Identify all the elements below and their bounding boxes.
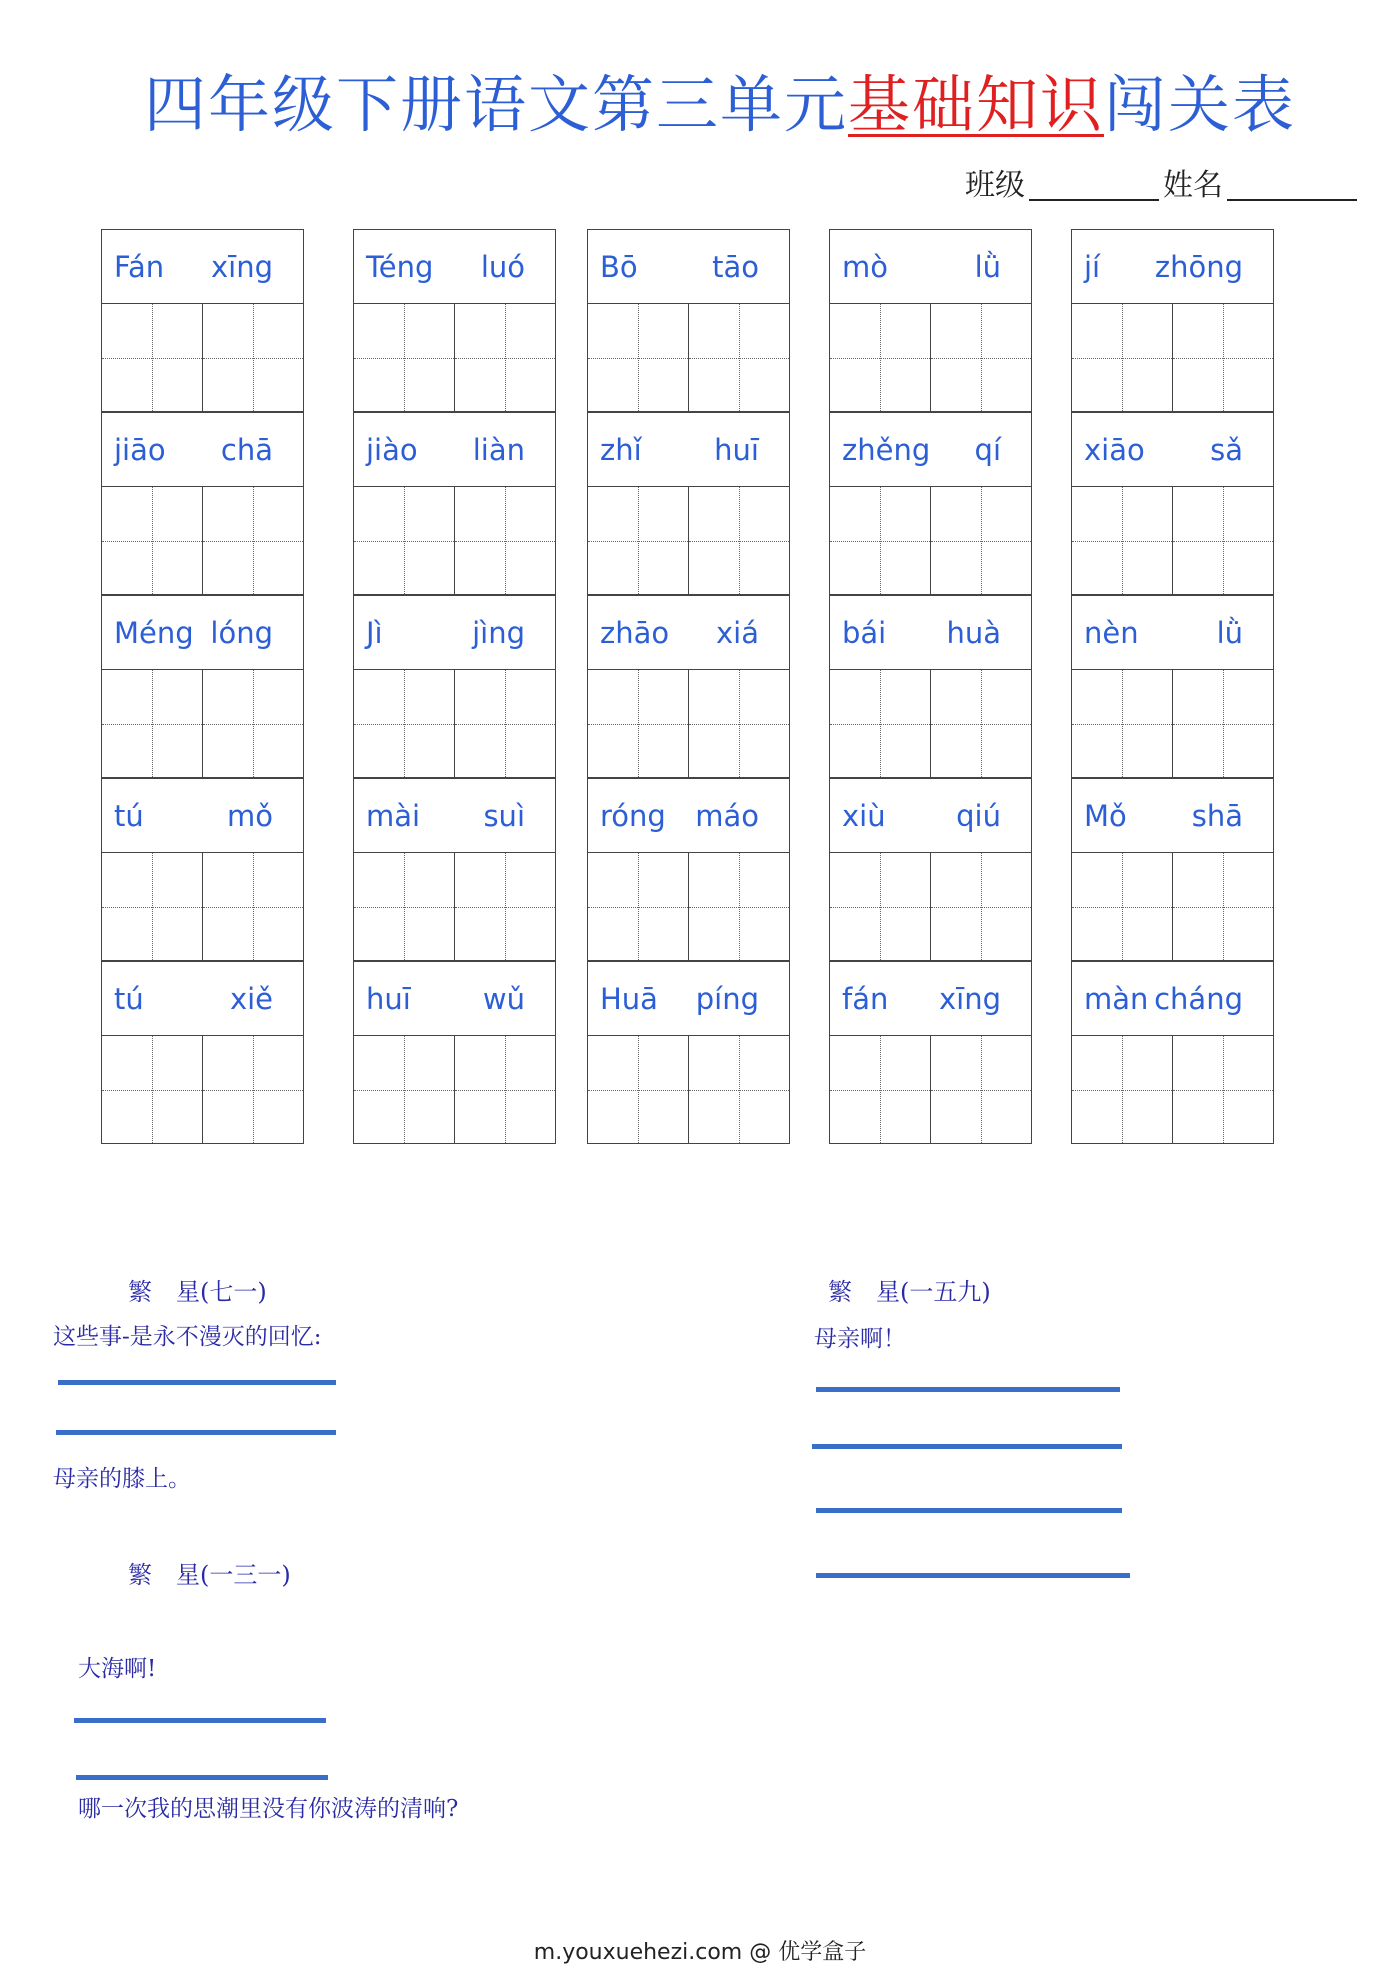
- tianzige-cell[interactable]: [588, 1036, 689, 1143]
- pinyin-syllable-2: xīng: [210, 249, 273, 284]
- word-block: [101, 595, 304, 778]
- pinyin-row: [587, 412, 790, 486]
- word-block: [829, 595, 1032, 778]
- poem1-title: 繁 星(七一): [128, 1278, 267, 1306]
- tianzige-cell[interactable]: [455, 853, 555, 960]
- word-block: [101, 229, 304, 412]
- poem1-answer-line-2[interactable]: [56, 1430, 336, 1435]
- writing-grid: [829, 303, 1032, 412]
- tianzige-cell[interactable]: [1173, 670, 1273, 777]
- word-block: [829, 961, 1032, 1144]
- writing-grid: [101, 1035, 304, 1144]
- tianzige-cell[interactable]: [1072, 670, 1173, 777]
- word-block: [587, 595, 790, 778]
- pinyin-row: [353, 595, 556, 669]
- tianzige-cell[interactable]: [203, 487, 303, 594]
- pinyin-row: [587, 595, 790, 669]
- pinyin-row: [1071, 961, 1274, 1035]
- footer-credit: m.youxuehezi.com @ 优学盒子: [533, 1940, 867, 1965]
- poem2-line2: 哪一次我的思潮里没有你波涛的清响?: [78, 1796, 459, 1822]
- tianzige-cell[interactable]: [1072, 853, 1173, 960]
- pinyin-syllable-1: jí: [1084, 249, 1101, 284]
- tianzige-cell[interactable]: [455, 487, 555, 594]
- writing-grid: [353, 303, 556, 412]
- writing-grid: [587, 303, 790, 412]
- pinyin-row: [587, 961, 790, 1035]
- writing-grid: [587, 486, 790, 595]
- pinyin-syllable-2: shā: [1191, 798, 1243, 833]
- pinyin-syllable-1: Jì: [366, 615, 383, 650]
- pinyin-row: [353, 412, 556, 486]
- pinyin-row: [1071, 229, 1274, 303]
- pinyin-syllable-2: xiá: [716, 615, 759, 650]
- pinyin-syllable-1: Mǒ: [1084, 798, 1127, 833]
- pinyin-row: [353, 778, 556, 852]
- tianzige-cell[interactable]: [203, 1036, 303, 1143]
- writing-grid: [101, 852, 304, 961]
- tianzige-cell[interactable]: [931, 304, 1031, 411]
- word-column-4: [829, 229, 1032, 1144]
- word-block: [1071, 595, 1274, 778]
- word-block: [1071, 412, 1274, 595]
- pinyin-syllable-2: tāo: [712, 249, 759, 284]
- tianzige-cell[interactable]: [588, 853, 689, 960]
- writing-grid: [1071, 669, 1274, 778]
- tianzige-cell[interactable]: [203, 670, 303, 777]
- writing-grid: [829, 669, 1032, 778]
- pinyin-syllable-2: qiú: [956, 798, 1001, 833]
- poem3-answer-line-2[interactable]: [812, 1444, 1122, 1449]
- writing-grid: [101, 303, 304, 412]
- writing-grid: [1071, 303, 1274, 412]
- pinyin-syllable-1: nèn: [1084, 615, 1139, 650]
- poem3-answer-line-4[interactable]: [816, 1573, 1130, 1578]
- tianzige-cell[interactable]: [455, 1036, 555, 1143]
- name-blank[interactable]: [1227, 199, 1357, 201]
- tianzige-cell[interactable]: [931, 853, 1031, 960]
- writing-grid: [587, 852, 790, 961]
- tianzige-cell[interactable]: [102, 670, 203, 777]
- pinyin-row: [1071, 595, 1274, 669]
- tianzige-cell[interactable]: [588, 487, 689, 594]
- word-block: [101, 778, 304, 961]
- pinyin-syllable-2: máo: [695, 798, 759, 833]
- tianzige-cell[interactable]: [931, 487, 1031, 594]
- writing-grid: [353, 852, 556, 961]
- class-label: 班级: [965, 168, 1025, 203]
- poem3-answer-line-3[interactable]: [816, 1508, 1122, 1513]
- writing-grid: [829, 1035, 1032, 1144]
- poem3-line1: 母亲啊！: [814, 1326, 906, 1352]
- pinyin-syllable-2: cháng: [1154, 981, 1243, 1016]
- pinyin-syllable-2: lǜ: [974, 249, 1001, 284]
- pinyin-syllable-1: tú: [114, 981, 144, 1016]
- writing-grid: [353, 669, 556, 778]
- tianzige-cell[interactable]: [102, 487, 203, 594]
- tianzige-cell[interactable]: [689, 853, 789, 960]
- title-part2: 闯关表: [1104, 68, 1297, 141]
- tianzige-cell[interactable]: [931, 670, 1031, 777]
- word-block: [829, 412, 1032, 595]
- writing-grid: [1071, 852, 1274, 961]
- pinyin-row: [829, 412, 1032, 486]
- poem3-answer-line-1[interactable]: [816, 1387, 1120, 1392]
- tianzige-cell[interactable]: [203, 853, 303, 960]
- pinyin-syllable-1: Huā: [600, 981, 658, 1016]
- pinyin-row: [829, 778, 1032, 852]
- word-block: [353, 229, 556, 412]
- writing-grid: [101, 486, 304, 595]
- pinyin-syllable-1: jiāo: [114, 432, 166, 467]
- pinyin-syllable-2: zhōng: [1154, 249, 1243, 284]
- tianzige-cell[interactable]: [1173, 487, 1273, 594]
- tianzige-cell[interactable]: [102, 1036, 203, 1143]
- tianzige-cell[interactable]: [102, 304, 203, 411]
- tianzige-cell[interactable]: [830, 304, 931, 411]
- tianzige-cell[interactable]: [354, 1036, 455, 1143]
- writing-grid: [587, 1035, 790, 1144]
- pinyin-syllable-1: mài: [366, 798, 421, 833]
- title-part1: 四年级下册语文第三单元: [143, 68, 848, 141]
- pinyin-syllable-1: màn: [1084, 981, 1149, 1016]
- tianzige-cell[interactable]: [354, 853, 455, 960]
- pinyin-syllable-2: sǎ: [1210, 432, 1243, 467]
- writing-grid: [1071, 486, 1274, 595]
- word-block: [1071, 229, 1274, 412]
- poem2-answer-line-1[interactable]: [74, 1718, 326, 1723]
- pinyin-syllable-1: róng: [600, 798, 666, 833]
- writing-grid: [1071, 1035, 1274, 1144]
- tianzige-cell[interactable]: [689, 304, 789, 411]
- pinyin-row: [587, 229, 790, 303]
- word-block: [101, 961, 304, 1144]
- word-block: [353, 412, 556, 595]
- pinyin-row: [829, 961, 1032, 1035]
- word-column-1: [101, 229, 304, 1144]
- writing-grid: [829, 852, 1032, 961]
- pinyin-row: [101, 412, 304, 486]
- tianzige-cell[interactable]: [830, 670, 931, 777]
- tianzige-cell[interactable]: [1173, 853, 1273, 960]
- pinyin-row: [1071, 778, 1274, 852]
- student-info: [965, 160, 1361, 204]
- pinyin-syllable-2: qí: [974, 432, 1001, 467]
- pinyin-syllable-2: chā: [220, 432, 273, 467]
- tianzige-cell[interactable]: [689, 1036, 789, 1143]
- tianzige-cell[interactable]: [1173, 304, 1273, 411]
- pinyin-syllable-1: bái: [842, 615, 887, 650]
- pinyin-syllable-2: lǜ: [1216, 615, 1243, 650]
- word-column-5: [1071, 229, 1274, 1144]
- pinyin-syllable-1: fán: [842, 981, 889, 1016]
- writing-grid: [101, 669, 304, 778]
- pinyin-syllable-2: xiě: [229, 981, 273, 1016]
- pinyin-syllable-2: huà: [946, 615, 1001, 650]
- pinyin-syllable-1: huī: [366, 981, 411, 1016]
- word-column-3: [587, 229, 790, 1144]
- pinyin-syllable-2: lóng: [210, 615, 273, 650]
- pinyin-syllable-2: píng: [695, 981, 759, 1016]
- poem2-line1: 大海啊!: [78, 1656, 157, 1682]
- pinyin-row: [353, 229, 556, 303]
- tianzige-cell[interactable]: [588, 670, 689, 777]
- word-block: [101, 412, 304, 595]
- word-block: [353, 595, 556, 778]
- pinyin-syllable-2: luó: [480, 249, 525, 284]
- word-block: [353, 778, 556, 961]
- pinyin-syllable-1: jiào: [366, 432, 418, 467]
- word-block: [587, 412, 790, 595]
- pinyin-row: [101, 961, 304, 1035]
- pinyin-syllable-2: jìng: [472, 615, 525, 650]
- word-block: [587, 778, 790, 961]
- pinyin-syllable-1: mò: [842, 249, 888, 284]
- pinyin-syllable-2: mǒ: [227, 798, 273, 833]
- tianzige-cell[interactable]: [830, 487, 931, 594]
- tianzige-cell[interactable]: [830, 853, 931, 960]
- pinyin-syllable-2: suì: [483, 798, 525, 833]
- tianzige-cell[interactable]: [455, 304, 555, 411]
- tianzige-cell[interactable]: [354, 304, 455, 411]
- pinyin-row: [101, 229, 304, 303]
- tianzige-cell[interactable]: [354, 487, 455, 594]
- pinyin-syllable-1: zhāo: [600, 615, 670, 650]
- pinyin-syllable-1: Téng: [366, 249, 434, 284]
- writing-grid: [829, 486, 1032, 595]
- pinyin-syllable-2: liàn: [472, 432, 525, 467]
- writing-grid: [587, 669, 790, 778]
- word-block: [829, 778, 1032, 961]
- pinyin-row: [1071, 412, 1274, 486]
- pinyin-row: [829, 595, 1032, 669]
- tianzige-cell[interactable]: [1173, 1036, 1273, 1143]
- pinyin-row: [101, 595, 304, 669]
- tianzige-cell[interactable]: [455, 670, 555, 777]
- class-blank[interactable]: [1029, 199, 1159, 201]
- poem1-answer-line-1[interactable]: [58, 1380, 336, 1385]
- tianzige-cell[interactable]: [354, 670, 455, 777]
- poem2-answer-line-2[interactable]: [76, 1775, 328, 1780]
- pinyin-syllable-1: tú: [114, 798, 144, 833]
- word-column-2: [353, 229, 556, 1144]
- tianzige-cell[interactable]: [1072, 487, 1173, 594]
- pinyin-syllable-1: xiù: [842, 798, 886, 833]
- word-block: [587, 229, 790, 412]
- word-block: [1071, 778, 1274, 961]
- pinyin-syllable-2: wǔ: [482, 981, 525, 1016]
- pinyin-syllable-2: huī: [714, 432, 759, 467]
- pinyin-row: [101, 778, 304, 852]
- pinyin-row: [829, 229, 1032, 303]
- poem1-line1: 这些事-是永不漫灭的回忆:: [53, 1324, 322, 1350]
- tianzige-cell[interactable]: [931, 1036, 1031, 1143]
- tianzige-cell[interactable]: [102, 853, 203, 960]
- word-block: [1071, 961, 1274, 1144]
- tianzige-cell[interactable]: [1072, 1036, 1173, 1143]
- pinyin-syllable-1: Bō: [600, 249, 638, 284]
- pinyin-syllable-2: xīng: [938, 981, 1001, 1016]
- poem2-title: 繁 星(一三一): [128, 1561, 291, 1589]
- name-label: 姓名: [1163, 168, 1223, 203]
- tianzige-cell[interactable]: [830, 1036, 931, 1143]
- poem1-line2: 母亲的膝上。: [53, 1466, 191, 1492]
- pinyin-row: [353, 961, 556, 1035]
- pinyin-syllable-1: xiāo: [1084, 432, 1145, 467]
- word-block: [353, 961, 556, 1144]
- word-block: [829, 229, 1032, 412]
- pinyin-syllable-1: zhěng: [842, 432, 931, 467]
- pinyin-syllable-1: Fán: [114, 249, 165, 284]
- word-block: [587, 961, 790, 1144]
- pinyin-row: [587, 778, 790, 852]
- writing-grid: [353, 486, 556, 595]
- tianzige-cell[interactable]: [203, 304, 303, 411]
- title-highlight: 基础知识: [847, 68, 1104, 141]
- pinyin-syllable-1: zhǐ: [600, 432, 642, 467]
- tianzige-cell[interactable]: [1072, 304, 1173, 411]
- pinyin-syllable-1: Méng: [114, 615, 194, 650]
- page-title: [0, 55, 1400, 144]
- tianzige-cell[interactable]: [689, 487, 789, 594]
- tianzige-cell[interactable]: [588, 304, 689, 411]
- poem3-title: 繁 星(一五九): [828, 1278, 991, 1306]
- tianzige-cell[interactable]: [689, 670, 789, 777]
- writing-grid: [353, 1035, 556, 1144]
